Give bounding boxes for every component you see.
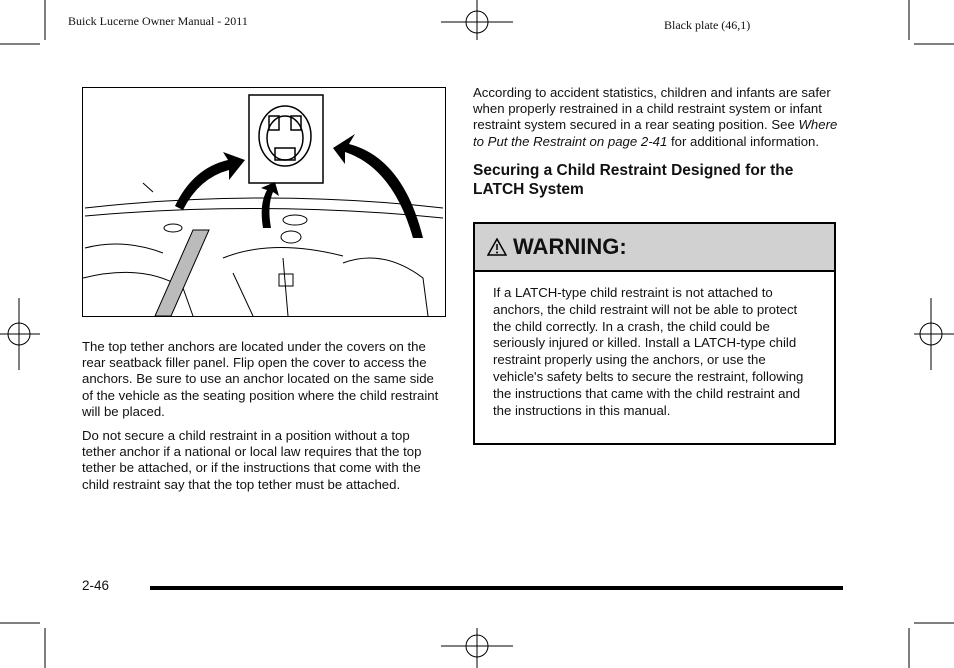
warning-text: If a LATCH-type child restraint is not attached to anchors, the child restraint will not be able to protect the child correctly. In a crash, the child could be seriously injured or killed. Install a LATCH-type child restraint properly using the anchors, or use the vehicle's safety belts to secure the restraint, following the instructions that came with the child restraint and the instructions in this manual. [493, 285, 804, 418]
plate-label: Black plate (46,1) [664, 18, 751, 32]
registration-mark-bottom [441, 628, 513, 668]
cross-reference-link[interactable]: Where to Put the Restraint on page 2-41 [473, 117, 838, 149]
rear-seat-drawing [83, 88, 445, 316]
warning-header [475, 224, 834, 272]
registration-mark-left [0, 298, 40, 370]
anchor-detail-inset [249, 95, 323, 183]
tether-anchor-illustration [82, 87, 446, 317]
footer-rule [150, 586, 843, 590]
registration-mark-top [441, 0, 513, 40]
manual-title: Buick Lucerne Owner Manual - 2011 [68, 14, 248, 28]
warning-title: WARNING: [513, 234, 627, 259]
statistics-paragraph: According to accident statistics, children and infants are safer when properly restrained in a child restraint system or infant restraint system secured in a rear seating position. See Where to Put the Restraint on page 2-41 for additional information. [473, 85, 838, 149]
tether-law-paragraph: Do not secure a child restraint in a position without a top tether anchor if a national or local law requires that the top tether be attached, or if the instructions that come with the child restraint say that the top tether must be attached. [82, 428, 422, 492]
registration-mark-right [914, 298, 954, 370]
section-heading: Securing a Child Restraint Designed for the LATCH System [473, 161, 794, 198]
right-column [473, 85, 838, 199]
warning-box [473, 222, 836, 445]
page-number: 2-46 [82, 578, 110, 593]
warning-triangle-icon [487, 238, 507, 256]
tether-location-paragraph: The top tether anchors are located under the covers on the rear seatback filler panel. Flip open the cover to access the anchors. Be sure to use an anchor located on the same side of the vehicle as the seating position where the child restraint will be placed. [82, 339, 439, 419]
left-column [82, 339, 447, 501]
